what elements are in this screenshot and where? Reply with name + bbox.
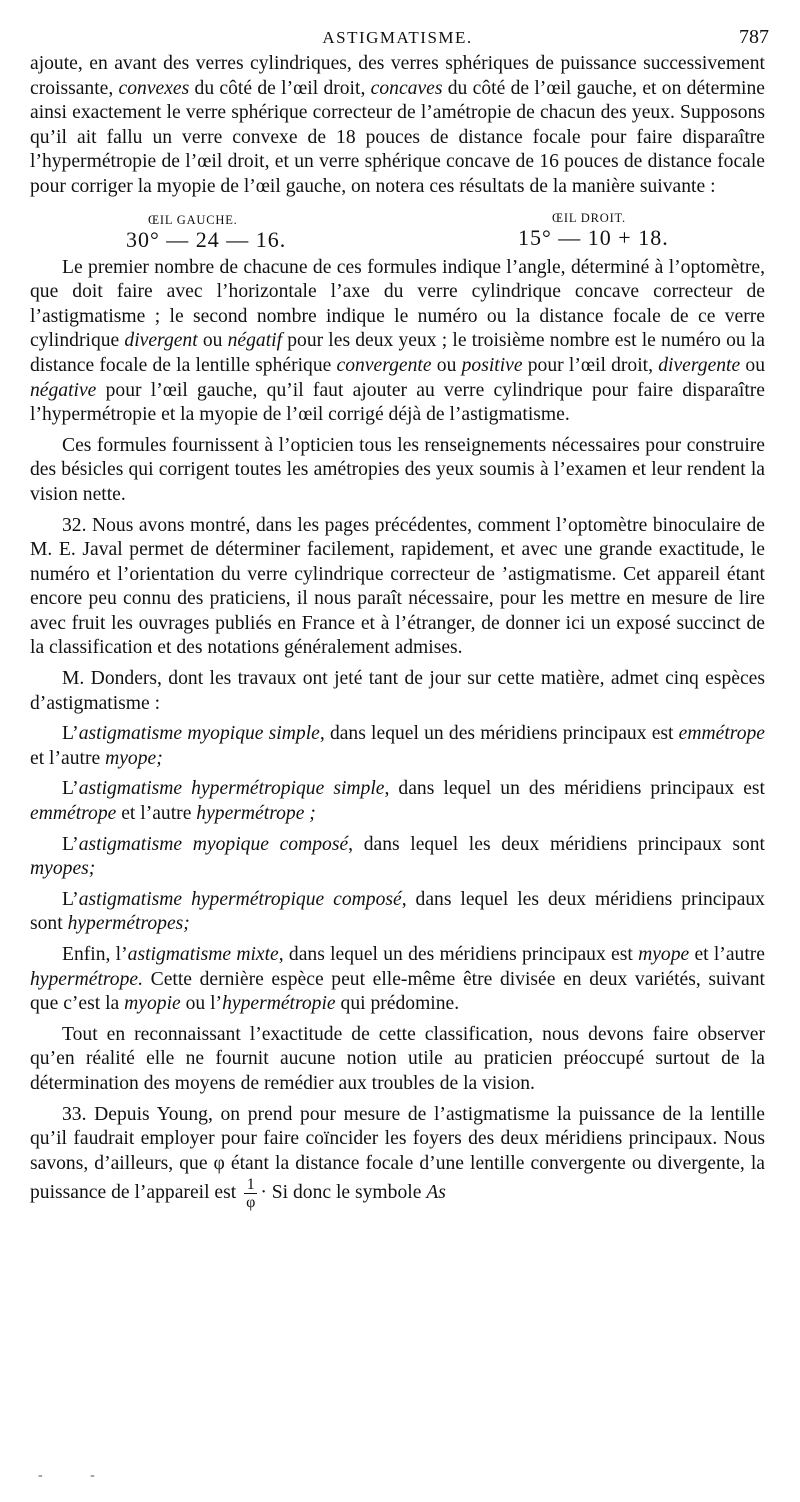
body-text bbox=[30, 52, 765, 1211]
emphasis: divergente bbox=[658, 354, 741, 376]
emphasis: négative bbox=[30, 379, 97, 401]
emphasis: convexes bbox=[118, 77, 190, 99]
running-title: ASTIGMATISME. bbox=[322, 28, 473, 47]
text-run: pour l’œil gauche, qu’il faut ajouter au verre cylindrique pour faire disparaître l’hypermétropie et la myopie de l’œil corrigé déjà de l’astigmatisme. bbox=[30, 379, 765, 426]
emphasis: divergent bbox=[124, 330, 198, 352]
emphasis: négatif bbox=[227, 330, 283, 352]
formula-right-value: 15° — 10 + 18. bbox=[518, 224, 669, 250]
page-number: 787 bbox=[739, 26, 769, 48]
footer-marks: - - bbox=[38, 1468, 117, 1483]
formula-values bbox=[30, 226, 765, 256]
list-item-4: L’astigmatisme hypermétropique composé, dans lequel les deux méridiens principaux sont hypermétropes; bbox=[30, 888, 765, 935]
paragraph-6: Enfin, l’astigmatisme mixte, dans lequel un des méridiens principaux est myope et l’autre hypermétrope. Cette dernière espèce peut elle-même être divisée en deux variétés, suivant que c’est la myopie ou l’hypermétropie qui prédomine. bbox=[30, 944, 765, 1015]
list-item-3: L’astigmatisme myopique composé, dans lequel les deux méridiens principaux sont myopes; bbox=[30, 833, 765, 880]
fraction bbox=[244, 1176, 257, 1211]
paragraph-5: M. Donders, dont les travaux ont jeté tant de jour sur cette matière, admet cinq espèces d’astigmatisme : bbox=[30, 668, 765, 714]
paragraph-3: Ces formules fournissent à l’opticien tous les renseignements nécessaires pour construire des bésicles qui corrigent toutes les amétropies des yeux soumis à l’examen et leur rendent la vision nette. bbox=[30, 434, 765, 505]
page bbox=[30, 26, 769, 1217]
formula-header bbox=[30, 206, 765, 226]
fraction-numerator: 1 bbox=[244, 1176, 257, 1194]
text-run: du côté de l’œil droit, bbox=[189, 77, 371, 99]
paragraph-7: Tout en reconnaissant l’exactitude de cette classification, nous devons faire observer qu’en réalité elle ne fournit aucune notion utile au praticien préoccupé surtout de la détermination des moyens de remédier aux troubles de la vision. bbox=[30, 1023, 765, 1094]
paragraph-1 bbox=[30, 52, 765, 200]
text-run: pour l’œil droit, bbox=[522, 354, 659, 376]
formula-right-label: ŒIL DROIT. bbox=[552, 210, 626, 225]
text-run: Le premier nombre de chacune de ces formules indique l’angle, déterminé à l’optomètre, que doit faire avec l’horizontale l’axe du verre cylindrique concave correcteur de l’astigmatisme ; le second nombre indique le numéro ou la distance focale de ce verre cylindrique bbox=[30, 256, 765, 352]
text-run: ou bbox=[431, 354, 462, 376]
text-run: pour les deux yeux ; le troisième nombre est le numéro ou la distance focale de la lentille sphérique bbox=[30, 330, 765, 376]
emphasis: convergente bbox=[336, 354, 432, 376]
fraction-denominator: φ bbox=[246, 1194, 256, 1212]
text-run: ou bbox=[197, 330, 228, 352]
paragraph-8: 33. Depuis Young, on prend pour mesure de l’astigmatisme la puissance de la lentille qu’il faudrait employer pour faire coïncider les foyers des deux méridiens principaux. Nous savons, d’ailleurs, que φ étant la distance focale d’une lentille convergente ou divergente, la puissance de l’appareil est $\frac{1}{\varphi}$ · Si donc le symbole As bbox=[30, 1103, 765, 1212]
formula-left-label: ŒIL GAUCHE. bbox=[148, 212, 238, 227]
paragraph-2 bbox=[30, 256, 765, 428]
page-header bbox=[30, 26, 769, 52]
text-run: du côté de l’œil gauche, et on détermine ainsi exactement le verre sphérique correcteur de l’amétropie de chacun des yeux. Supposons qu’il ait fallu un verre convexe de 18 pouces de distance focale pour faire disparaître l’hypermétropie de l’œil droit, et un verre sphérique concave de 16 pouces de distance focale pour corriger la myopie de l’œil gauche, on notera ces résultats de la manière suivante : bbox=[30, 77, 765, 197]
emphasis: positive bbox=[461, 354, 523, 376]
text-run: ou bbox=[740, 354, 766, 376]
formula-left-value: 30° — 24 — 16. bbox=[126, 226, 287, 252]
paragraph-4: 32. Nous avons montré, dans les pages précédentes, comment l’optomètre binoculaire de M. E. Javal permet de déterminer facilement, rapidement, et avec une grande exactitude, le numéro et l’orientation du verre cylindrique correcteur de ’astigmatisme. Cet appareil étant encore peu connu des praticiens, il nous paraît nécessaire, pour les mettre en mesure de lire avec fruit les ouvrages publiés en France et à l’étranger, de donner ici un exposé succinct de la classification et des notations généralement admises. bbox=[30, 514, 765, 659]
list-item-1: L’astigmatisme myopique simple, dans lequel un des méridiens principaux est emmétrope et l’autre myope; bbox=[30, 723, 765, 769]
text-run: ajoute, en avant des verres cylindriques, des verres sphériques de puissance successivement croissante, bbox=[30, 53, 765, 99]
list-item-2: L’astigmatisme hypermétropique simple, dans lequel un des méridiens principaux est emmétrope et l’autre hypermétrope ; bbox=[30, 778, 765, 825]
emphasis: concaves bbox=[370, 77, 443, 99]
